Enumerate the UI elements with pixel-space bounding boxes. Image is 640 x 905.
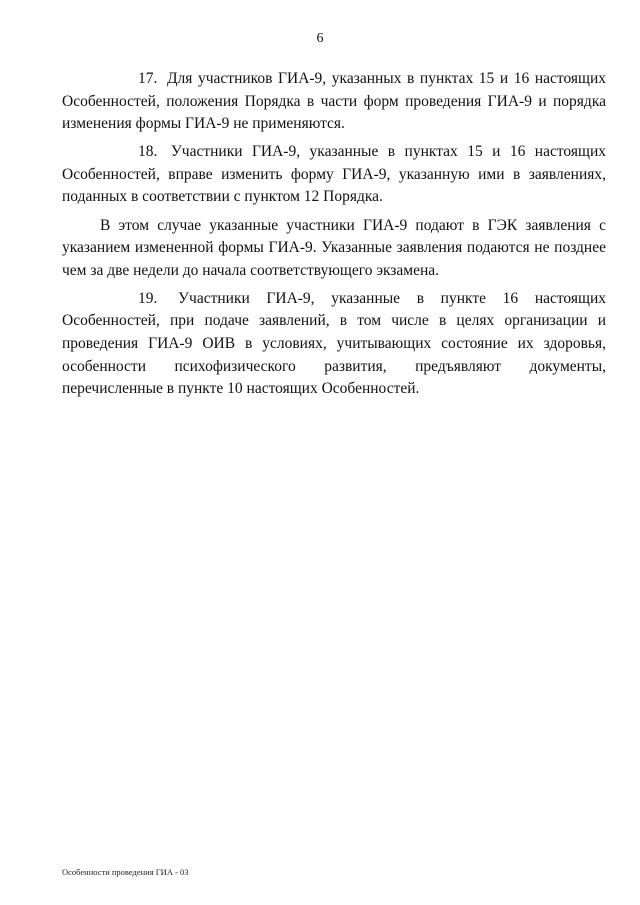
paragraph-18 xyxy=(62,141,606,209)
paragraph-18-continued xyxy=(62,215,606,283)
page-footer: Особенности проведения ГИА - 03 xyxy=(62,867,189,877)
paragraph-text: Участники ГИА-9, указанные в пункте 16 настоящих Особенностей, при подаче заявлений, в том числе в целях организации и проведения ГИА-9 ОИВ в условиях, учитывающих состояние их здоровья, особенности психофизического развития, предъявляют документы, перечисленные в пункте 10 настоящих Особенностей. xyxy=(62,289,607,398)
paragraph-17 xyxy=(62,68,606,136)
paragraph-19 xyxy=(62,288,606,401)
document-body xyxy=(62,68,606,406)
paragraph-text: Для участников ГИА-9, указанных в пунктах 15 и 16 настоящих Особенностей, положения Порядка в части форм проведения ГИА-9 и порядка изменения формы ГИА-9 не применяются. xyxy=(62,70,607,133)
paragraph-number: 17. xyxy=(138,70,158,87)
paragraph-text: В этом случае указанные участники ГИА-9 подают в ГЭК заявления с указанием измененной формы ГИА-9. Указанные заявления подаются не позднее чем за две недели до начала соответствующего экзамена. xyxy=(62,216,606,279)
paragraph-number: 19. xyxy=(138,289,158,307)
paragraph-text: Участники ГИА-9, указанные в пунктах 15 и 16 настоящих Особенностей, вправе изменить форму ГИА-9, указанную ими в заявлениях, поданных в соответствии с пунктом 12 Порядка. xyxy=(62,143,606,206)
paragraph-number: 18. xyxy=(138,143,158,161)
page-number: 6 xyxy=(316,31,324,46)
